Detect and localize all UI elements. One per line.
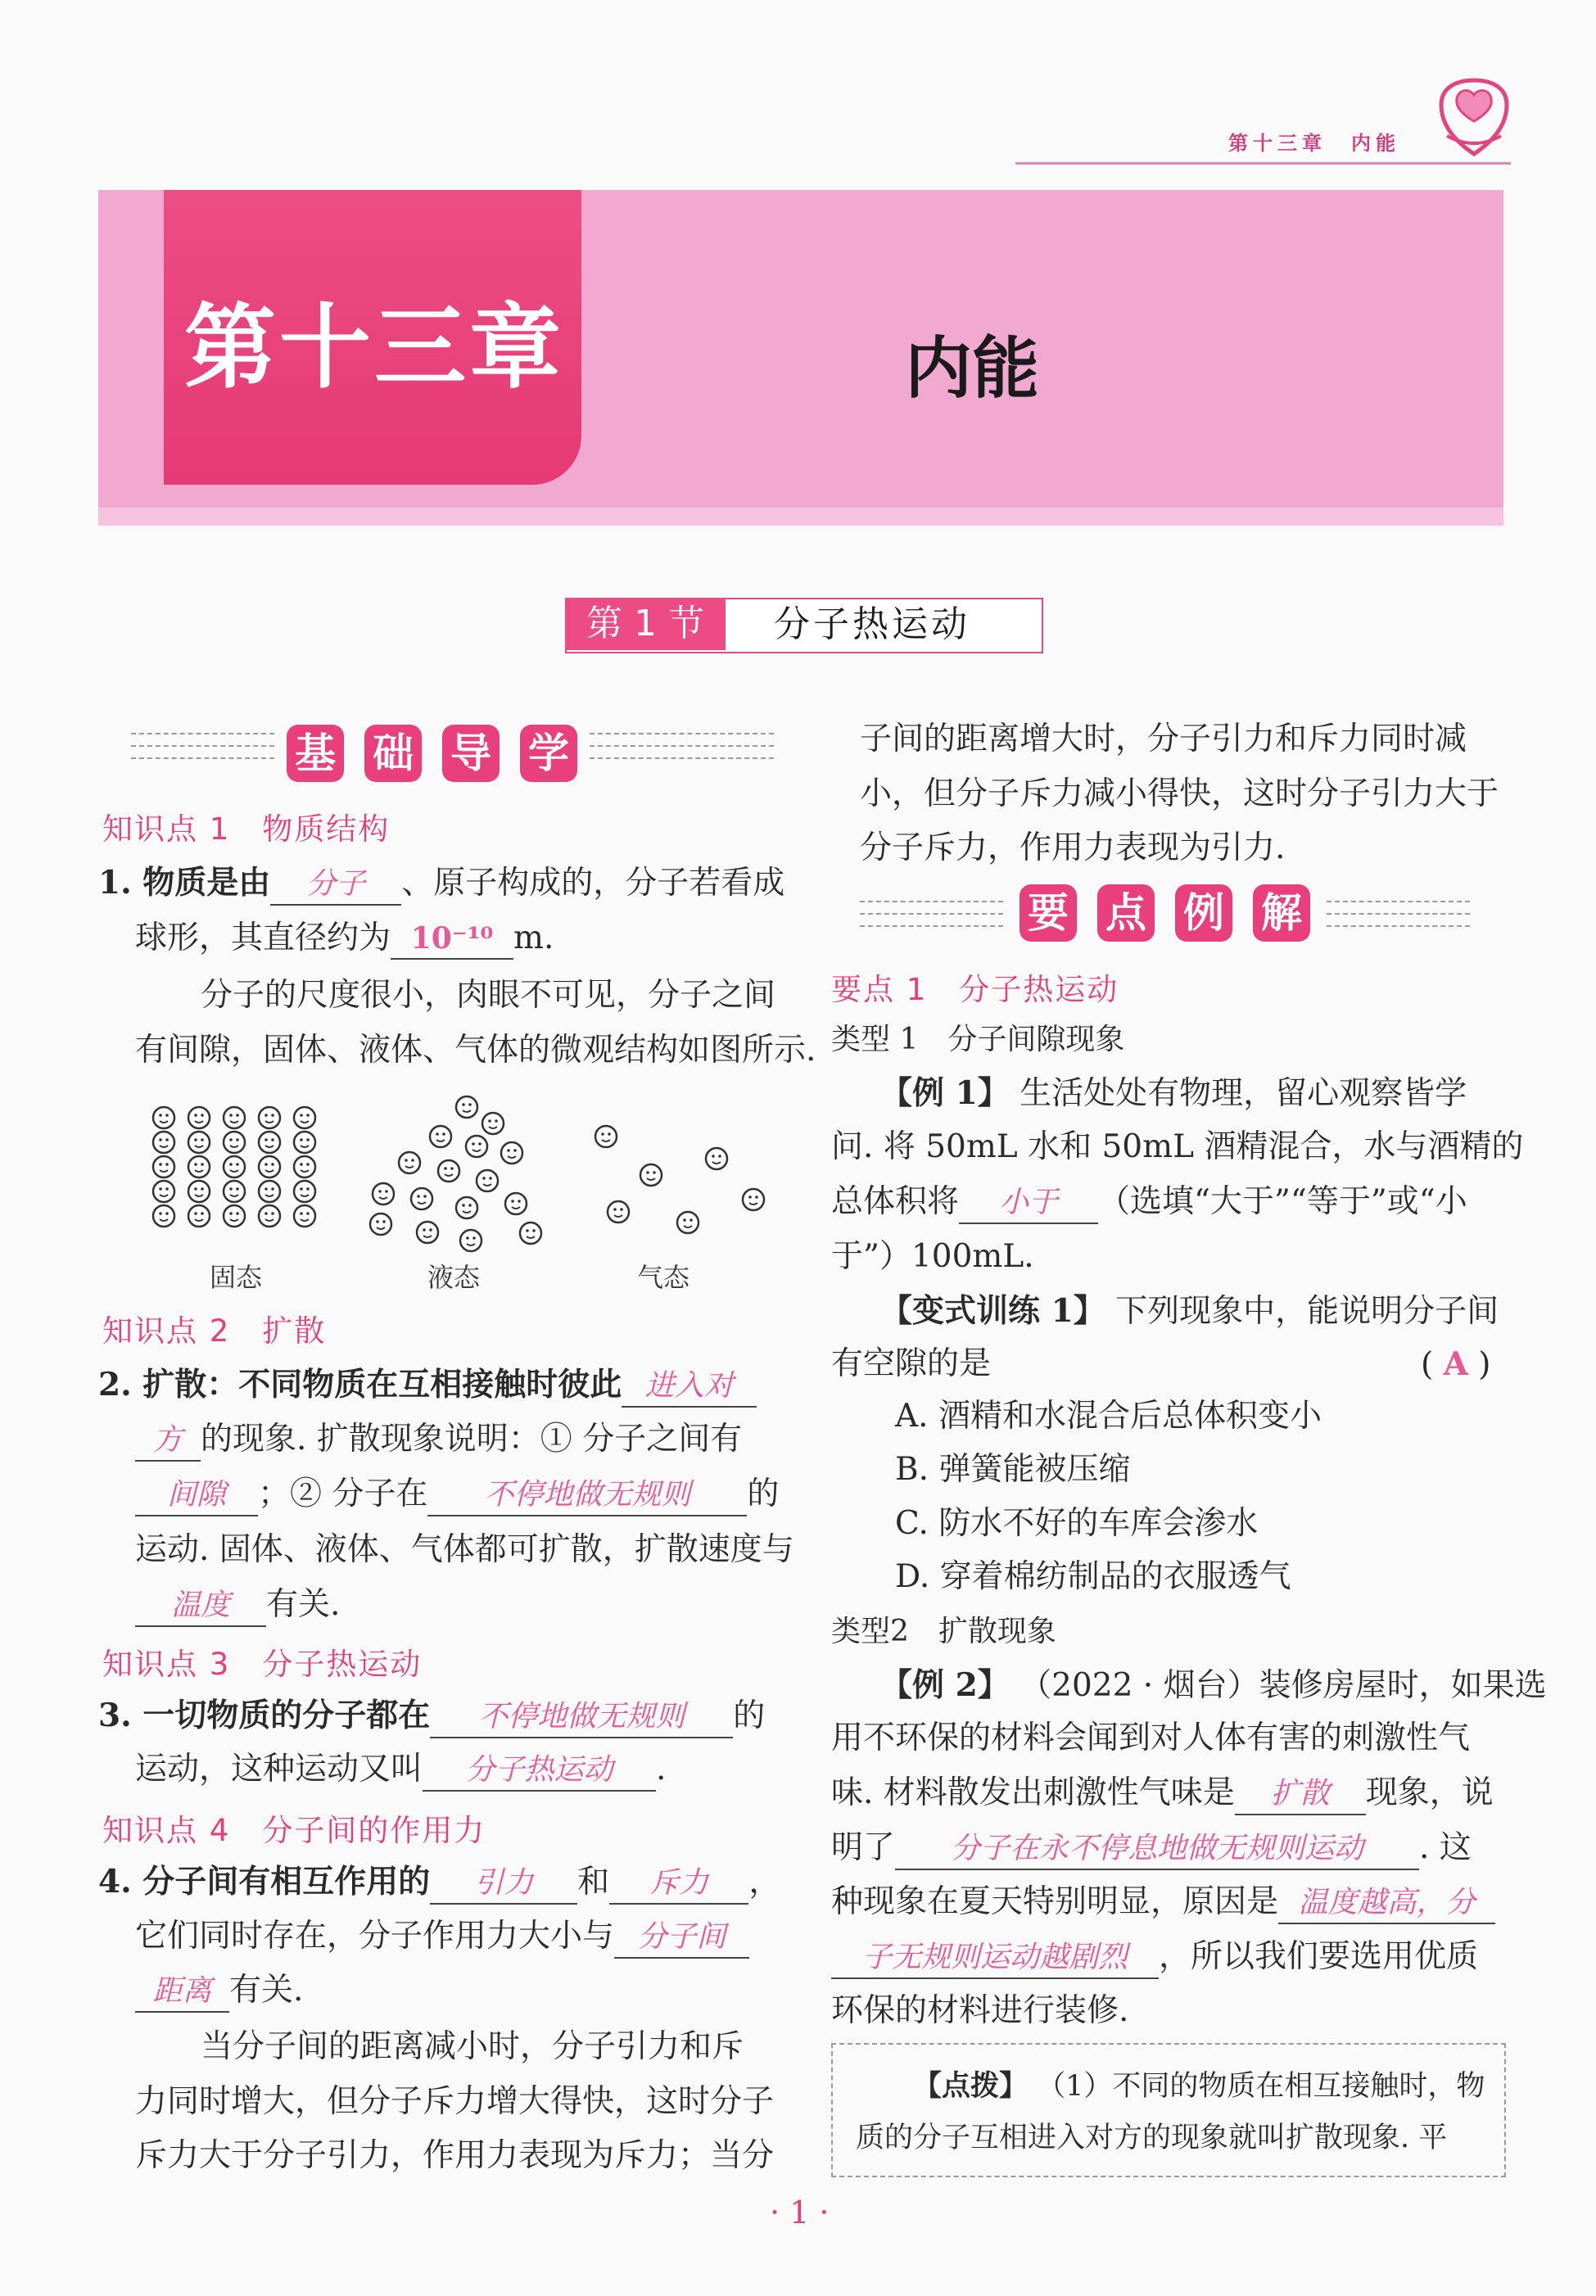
heading-rule bbox=[131, 733, 274, 734]
answer-blank: 斥力 bbox=[609, 1864, 748, 1905]
example-2-line-2: 用不环保的材料会闻到对人体有害的刺激性气 bbox=[831, 1720, 1471, 1756]
example-text: 种现象在夏天特别明显，原因是 bbox=[831, 1883, 1279, 1920]
paragraph-line: 子间的距离增大时，分子引力和斥力同时减 bbox=[860, 721, 1467, 757]
knowledge-point-4: 知识点 4 分子间的作用力 bbox=[102, 1813, 486, 1848]
gas-molecules bbox=[595, 1126, 764, 1233]
paragraph-line: 有间隙，固体、液体、气体的微观结构如图所示. bbox=[135, 1032, 816, 1069]
paragraph-line: 力同时增大，但分子斥力增大得快，这时分子 bbox=[135, 2083, 775, 2120]
question-3-line-1 bbox=[98, 1688, 765, 1743]
solid-molecules bbox=[153, 1107, 315, 1227]
q3-text: 的 bbox=[733, 1697, 766, 1734]
q1-text: 、原子构成的，分子若看成 bbox=[401, 865, 785, 902]
option-d: D. 穿着棉纺制品的衣服透气 bbox=[895, 1558, 1291, 1595]
answer-bracket: ( A ) bbox=[1421, 1345, 1491, 1383]
header-rule bbox=[1015, 162, 1511, 165]
example-text: 现象，说 bbox=[1365, 1774, 1494, 1811]
heading-tile: 导 bbox=[442, 725, 500, 782]
answer-blank: 距离 bbox=[135, 1972, 229, 2013]
heading-rule bbox=[590, 745, 774, 747]
question-4-line-1 bbox=[98, 1855, 780, 1910]
example-tag: 【例 1】 bbox=[880, 1074, 1010, 1112]
answer-blank: 10⁻¹⁰ bbox=[391, 919, 513, 960]
heading-tile: 解 bbox=[1253, 884, 1310, 942]
answer-blank: 温度越高，分 bbox=[1278, 1883, 1495, 1924]
paragraph-line: 当分子间的距离减小时，分子引力和斥 bbox=[201, 2028, 744, 2065]
variant-1-line-1 bbox=[880, 1284, 1499, 1339]
example-2-line-6 bbox=[831, 1930, 1478, 1984]
answer-blank: 分子 bbox=[270, 865, 401, 906]
figure-label-solid: 固态 bbox=[210, 1262, 263, 1293]
tip-text: （1）不同的物质在相互接触时，物 bbox=[1037, 2070, 1485, 2103]
answer-blank: 分子间 bbox=[614, 1918, 749, 1959]
q2-text: ；② 分子在 bbox=[258, 1476, 428, 1512]
q4-text: 4. 分子间有相互作用的 bbox=[98, 1863, 431, 1901]
heading-tile: 础 bbox=[364, 725, 422, 782]
heading-tile: 例 bbox=[1175, 884, 1232, 942]
type-2-label: 类型2 扩散现象 bbox=[831, 1615, 1056, 1648]
variant-tag: 【变式训练 1】 bbox=[880, 1292, 1105, 1330]
q4-text: ， bbox=[748, 1864, 781, 1901]
school-emblem-icon bbox=[1429, 72, 1519, 162]
option-a: A. 酒精和水混合后总体积变小 bbox=[895, 1398, 1322, 1435]
type-1-label: 类型 1 分子间隙现象 bbox=[831, 1023, 1125, 1056]
example-2-line-4 bbox=[831, 1821, 1472, 1875]
knowledge-point-3: 知识点 3 分子热运动 bbox=[102, 1647, 423, 1682]
q1-text: 球形，其直径约为 bbox=[135, 920, 391, 956]
paragraph-line: 分子斥力，作用力表现为引力. bbox=[860, 829, 1286, 866]
heading-tile: 基 bbox=[287, 725, 344, 782]
section-title: 分子热运动 bbox=[774, 603, 970, 645]
section-number: 第 1 节 bbox=[565, 598, 726, 650]
knowledge-point-2: 知识点 2 扩散 bbox=[102, 1313, 327, 1349]
answer-blank: 扩散 bbox=[1235, 1774, 1366, 1815]
example-text: （2022 · 烟台）装修房屋时，如果选 bbox=[1020, 1667, 1547, 1704]
question-2-line-2 bbox=[135, 1412, 742, 1467]
option-b: B. 弹簧能被压缩 bbox=[895, 1451, 1131, 1488]
example-text: ，所以我们要选用优质 bbox=[1159, 1938, 1479, 1975]
q4-text: 有关. bbox=[229, 1972, 304, 2009]
heading-tile: 学 bbox=[520, 725, 577, 782]
figure-label-liquid: 液态 bbox=[427, 1262, 481, 1293]
example-text: 味. 材料散发出刺激性气味是 bbox=[831, 1774, 1235, 1811]
answer-blank: 间隙 bbox=[135, 1476, 258, 1516]
answer-blank: 不停地做无规则 bbox=[427, 1476, 747, 1516]
chapter-number: 第十三章 bbox=[184, 295, 564, 401]
answer-blank: 不停地做无规则 bbox=[430, 1697, 733, 1738]
heading-rule bbox=[1327, 901, 1470, 902]
q2-text: 2. 扩散：不同物质在互相接触时彼此 bbox=[98, 1366, 622, 1403]
heading-rule bbox=[860, 913, 1003, 915]
example-2-line-1 bbox=[880, 1658, 1547, 1713]
variant-text: 下列现象中，能说明分子间 bbox=[1115, 1293, 1499, 1330]
example-1-line-1 bbox=[880, 1066, 1467, 1121]
heading-rule bbox=[860, 925, 1003, 927]
q3-text: 3. 一切物质的分子都在 bbox=[98, 1697, 431, 1734]
q3-text: 运动，这种运动又叫 bbox=[135, 1751, 423, 1788]
chapter-title: 内能 bbox=[905, 330, 1040, 408]
example-2-line-3 bbox=[831, 1766, 1494, 1820]
answer-blank: 方 bbox=[135, 1421, 201, 1462]
example-2-line-7: 环保的材料进行装修. bbox=[831, 1992, 1129, 2029]
answer-blank: 分子热运动 bbox=[423, 1751, 656, 1792]
question-3-line-2 bbox=[135, 1742, 666, 1797]
q4-text: 和 bbox=[577, 1864, 610, 1901]
q2-text: 有关. bbox=[266, 1586, 341, 1623]
q4-text: 它们同时存在，分子作用力大小与 bbox=[135, 1918, 615, 1955]
figure-label-gas: 气态 bbox=[637, 1262, 690, 1293]
question-2-line-3 bbox=[135, 1467, 779, 1521]
question-1-line-2 bbox=[135, 911, 554, 965]
question-4-line-2 bbox=[135, 1910, 749, 1964]
answer-blank: 引力 bbox=[430, 1864, 577, 1905]
heading-rule bbox=[1327, 925, 1470, 927]
page-number: · 1 · bbox=[770, 2194, 830, 2230]
heading-tile: 点 bbox=[1097, 884, 1155, 942]
answer-blank: 分子在永不停息地做无规则运动 bbox=[895, 1829, 1419, 1870]
example-1-line-2: 问. 将 50mL 水和 50mL 酒精混合，水与酒精的 bbox=[831, 1128, 1524, 1165]
heading-rule bbox=[590, 757, 774, 759]
answer-blank: 子无规则运动越剧烈 bbox=[831, 1938, 1159, 1979]
tip-line-2: 质的分子互相进入对方的现象就叫扩散现象. 平 bbox=[856, 2122, 1448, 2154]
q2-text: 的 bbox=[747, 1476, 780, 1512]
paragraph-line: 小，但分子斥力减小得快，这时分子引力大于 bbox=[860, 775, 1499, 812]
q1-text: 1. 物质是由 bbox=[98, 864, 271, 902]
key-point-1: 要点 1 分子热运动 bbox=[831, 972, 1119, 1007]
liquid-molecules bbox=[370, 1096, 541, 1251]
q1-text: m. bbox=[513, 920, 554, 956]
answer-blank: 温度 bbox=[135, 1586, 266, 1627]
running-header: 第十三章 内能 bbox=[1228, 132, 1400, 155]
banner-strip bbox=[98, 508, 1503, 526]
question-4-line-3 bbox=[135, 1964, 303, 2018]
heading-rule bbox=[1327, 913, 1470, 915]
heading-tile: 要 bbox=[1020, 884, 1077, 942]
heading-rule bbox=[590, 733, 774, 734]
example-text: 明了 bbox=[831, 1829, 896, 1866]
question-2-line-5 bbox=[135, 1578, 340, 1632]
example-tag: 【例 2】 bbox=[880, 1666, 1010, 1704]
heading-rule bbox=[860, 901, 1003, 902]
example-1-line-3 bbox=[831, 1175, 1467, 1229]
paragraph-line: 分子的尺度很小，肉眼不可见，分子之间 bbox=[201, 977, 776, 1014]
example-text: 总体积将 bbox=[831, 1183, 960, 1220]
answer-blank: 小于 bbox=[959, 1183, 1098, 1224]
heading-rule bbox=[131, 757, 274, 759]
example-text: （选填“大于”“等于”或“小 bbox=[1098, 1183, 1467, 1220]
question-1-line-1 bbox=[98, 856, 784, 911]
option-c: C. 防水不好的车库会渗水 bbox=[895, 1505, 1259, 1542]
example-text: 生活处处有物理，留心观察皆学 bbox=[1020, 1075, 1467, 1112]
knowledge-point-1: 知识点 1 物质结构 bbox=[102, 811, 391, 847]
paragraph-line: 斥力大于分子引力，作用力表现为斥力；当分 bbox=[135, 2137, 775, 2174]
states-of-matter-figure bbox=[139, 1089, 778, 1277]
example-1-line-4: 于”）100mL. bbox=[831, 1238, 1034, 1275]
example-2-line-5 bbox=[831, 1875, 1495, 1929]
question-2-line-4: 运动. 固体、液体、气体都可扩散，扩散速度与 bbox=[135, 1531, 794, 1568]
variant-1-line-2: 有空隙的是 bbox=[831, 1345, 992, 1382]
tip-tag: 【点拨】 bbox=[913, 2069, 1029, 2103]
heading-rule bbox=[131, 745, 274, 747]
tip-line-1 bbox=[913, 2059, 1485, 2113]
example-text: . 这 bbox=[1419, 1829, 1472, 1866]
question-2-line-1 bbox=[98, 1358, 757, 1412]
q2-text: 的现象. 扩散现象说明：① 分子之间有 bbox=[201, 1421, 743, 1458]
answer-blank: 进入对 bbox=[622, 1367, 757, 1408]
q3-text: . bbox=[656, 1751, 667, 1788]
answer-choice: A bbox=[1443, 1345, 1468, 1383]
